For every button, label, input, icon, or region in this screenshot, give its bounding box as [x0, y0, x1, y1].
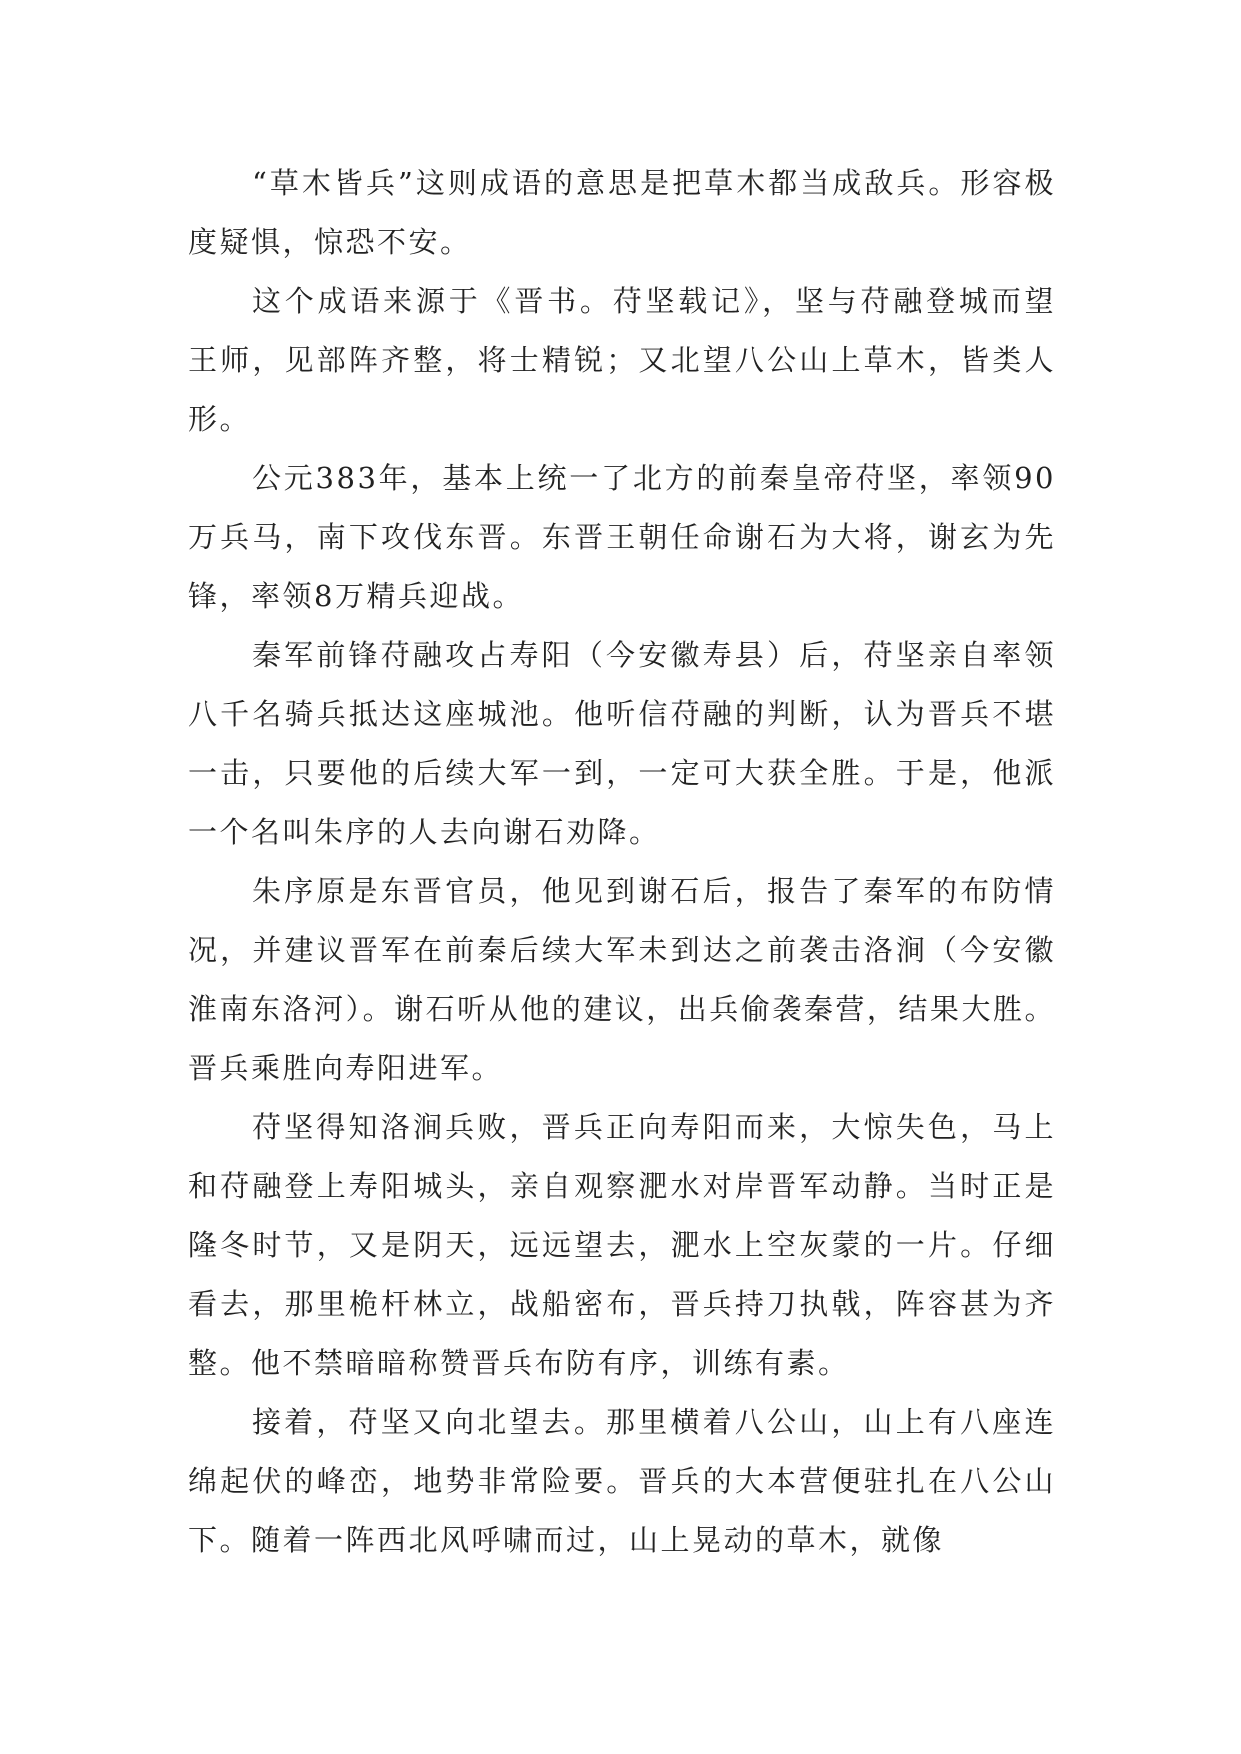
paragraph-1: “草木皆兵”这则成语的意思是把草木都当成敌兵。形容极度疑惧，惊恐不安。 [188, 166, 1056, 259]
paragraph-3: 公元383年，基本上统一了北方的前秦皇帝苻坚，率领90万兵马，南下攻伐东晋。东晋王朝任命谢石为大将，谢玄为先锋，率领8万精兵迎战。 [188, 461, 1056, 613]
paragraph-6: 苻坚得知洛涧兵败，晋兵正向寿阳而来，大惊失色，马上和苻融登上寿阳城头，亲自观察淝水对岸晋军动静。当时正是隆冬时节，又是阴天，远远望去，淝水上空灰蒙的一片。仔细看去，那里桅杆林立，战船密布，晋兵持刀执戟，阵容甚为齐整。他不禁暗暗称赞晋兵布防有序，训练有素。 [188, 1110, 1056, 1380]
document-body [188, 154, 1056, 1570]
paragraph-2: 这个成语来源于《晋书。苻坚载记》，坚与苻融登城而望王师，见部阵齐整，将士精锐；又北望八公山上草木，皆类人形。 [188, 284, 1056, 436]
paragraph-5: 朱序原是东晋官员，他见到谢石后，报告了秦军的布防情况，并建议晋军在前秦后续大军未到达之前袭击洛涧（今安徽淮南东洛河）。谢石听从他的建议，出兵偷袭秦营，结果大胜。晋兵乘胜向寿阳进军。 [188, 874, 1056, 1085]
paragraph-4: 秦军前锋苻融攻占寿阳（今安徽寿县）后，苻坚亲自率领八千名骑兵抵达这座城池。他听信苻融的判断，认为晋兵不堪一击，只要他的后续大军一到，一定可大获全胜。于是，他派一个名叫朱序的人去向谢石劝降。 [188, 638, 1056, 849]
paragraph-7: 接着，苻坚又向北望去。那里横着八公山，山上有八座连绵起伏的峰峦，地势非常险要。晋兵的大本营便驻扎在八公山下。随着一阵西北风呼啸而过，山上晃动的草木，就像 [188, 1405, 1056, 1557]
